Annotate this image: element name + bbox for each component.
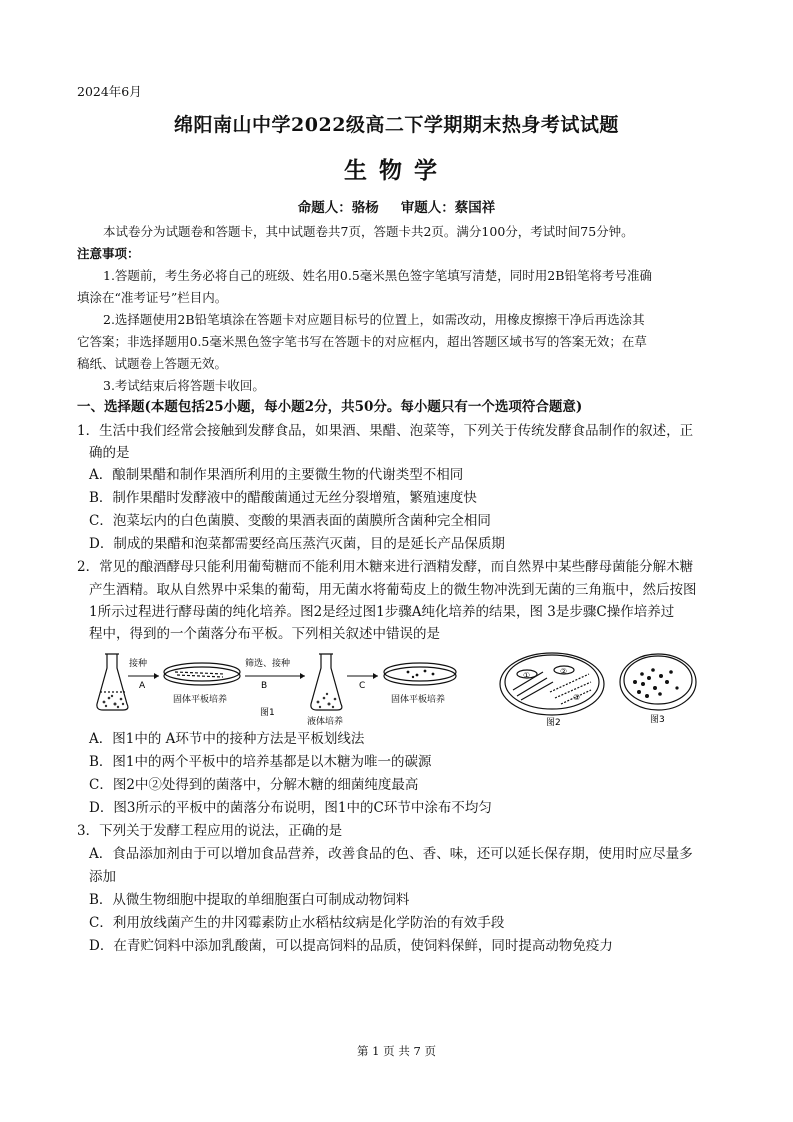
q1-stem-a: 1．生活中我们经常会接触到发酵食品，如果酒、果醋、泡菜等，下列关于传统发酵食品制作的叙述，正 <box>77 423 694 439</box>
authors-line <box>0 196 793 216</box>
exam-title: 绵阳南山中学2022级高二下学期期末热身考试试题 <box>174 114 619 136</box>
notes-heading: 注意事项： <box>77 246 140 261</box>
flask-1-contents <box>103 695 125 708</box>
note-1a: 1.答题前，考生务必将自己的班级、姓名用0.5毫米黑色签字笔填写清楚，同时用2B铅笔将考号准确 <box>103 268 652 283</box>
q3-option-b: B．从微生物细胞中提取的单细胞蛋白可制成动物饲料 <box>89 892 410 908</box>
figure-2-plate-icon <box>500 653 604 715</box>
plate-2-colonies <box>407 670 435 679</box>
section-heading: 一、选择题(本题包括25小题，每小题2分，共50分。每小题只有一个选项符合题意) <box>77 399 583 415</box>
figure-2-region-3: ③ <box>573 693 581 702</box>
reviewer: 审题人：蔡国祥 <box>400 200 496 216</box>
subject-title: 生物学 <box>344 157 449 184</box>
q2-stem-a: 2．常见的酿酒酵母只能利用葡萄糖而不能利用木糖来进行酒精发酵，而自然界中某些酵母菌能分解木糖 <box>77 559 694 575</box>
arrow-c-head <box>373 673 378 679</box>
intro-text: 本试卷分为试题卷和答题卡，其中试题卷共7页，答题卡共2页。满分100分，考试时间75分钟。 <box>103 224 634 239</box>
page-footer: 第 1 页 共 7 页 <box>357 1044 436 1058</box>
step-a-label: A <box>139 681 146 691</box>
figure-3-caption: 图3 <box>650 715 665 725</box>
flask-2-label: 液体培养 <box>307 717 344 727</box>
q2-stem-d: 程中，得到的一个菌落分布平板。下列相关叙述中错误的是 <box>89 626 440 642</box>
q1-option-b: B．制作果醋时发酵液中的醋酸菌通过无丝分裂增殖，繁殖速度快 <box>89 490 477 506</box>
setter: 命题人：骆杨 <box>297 200 379 216</box>
exam-date: 2024年6月 <box>77 84 142 99</box>
flask-2-contents <box>317 693 337 708</box>
q3-stem: 3．下列关于发酵工程应用的说法，正确的是 <box>77 823 343 839</box>
plate-2-label: 固体平板培养 <box>391 695 446 705</box>
q2-option-a: A．图1中的 A环节中的接种方法是平板划线法 <box>89 731 365 747</box>
flask-2-icon <box>311 654 342 710</box>
step-b-label: B <box>261 681 268 691</box>
step-a-top-label: 接种 <box>129 659 148 669</box>
arrow-a-head <box>154 673 159 679</box>
plate-1-icon <box>164 663 240 685</box>
q1-option-a: A．酿制果醋和制作果酒所利用的主要微生物的代谢类型不相同 <box>89 467 464 483</box>
q2-stem-b: 产生酒精。取从自然界中采集的葡萄，用无菌水将葡萄皮上的微生物冲洗到无菌的三角瓶中，然后按图 <box>89 582 697 598</box>
figure-2-region-1: ① <box>523 671 531 680</box>
q2-stem-c: 1所示过程进行酵母菌的纯化培养。图2是经过图1步骤A纯化培养的结果，图 3是步骤C操作培养过 <box>89 604 675 620</box>
flask-1-icon <box>97 654 128 710</box>
step-b-top-label: 筛选、接种 <box>245 659 291 669</box>
q3-option-c: C．利用放线菌产生的井冈霉素防止水稻枯纹病是化学防治的有效手段 <box>89 915 505 931</box>
note-1b: 填涂在“准考证号”栏目内。 <box>77 290 228 305</box>
step-c-label: C <box>359 681 366 691</box>
note-2a: 2.选择题使用2B铅笔填涂在答题卡对应题目标号的位置上，如需改动，用橡皮擦擦干净后再选涂其 <box>103 312 645 327</box>
q3-option-a-line1: A．食品添加剂由于可以增加食品营养，改善食品的色、香、味，还可以延长保存期，使用时应尽量多 <box>89 846 693 862</box>
q3-option-d: D．在青贮饲料中添加乳酸菌，可以提高饲料的品质，使饲料保鲜，同时提高动物免疫力 <box>89 938 613 954</box>
q1-option-c: C．泡菜坛内的白色菌膜、变酸的果酒表面的菌膜所含菌种完全相同 <box>89 513 491 529</box>
note-3: 3.考试结束后将答题卡收回。 <box>103 378 265 393</box>
figure-2-region-2: ② <box>560 667 568 676</box>
q2-option-c: C．图2中②处得到的菌落中，分解木糖的细菌纯度最高 <box>89 777 419 793</box>
q2-option-b: B．图1中的两个平板中的培养基都是以木糖为唯一的碳源 <box>89 754 432 770</box>
q2-option-d: D．图3所示的平板中的菌落分布说明，图1中的C环节中涂布不均匀 <box>89 800 492 816</box>
note-2b: 它答案；非选择题用0.5毫米黑色签字笔书写在答题卡的对应框内，超出答题区域书写的答案无效；在草 <box>77 334 647 349</box>
q3-option-a-line2: 添加 <box>89 869 116 885</box>
arrow-b-head <box>300 673 305 679</box>
q2-figure <box>95 652 715 728</box>
figure-1-caption: 图1 <box>260 708 275 718</box>
plate-2-icon <box>384 663 456 685</box>
q1-stem-b: 确的是 <box>89 445 130 461</box>
figure-2-caption: 图2 <box>546 718 561 728</box>
plate-1-label: 固体平板培养 <box>173 695 228 705</box>
note-2c: 稿纸、试题卷上答题无效。 <box>77 356 228 371</box>
figure-3-plate-icon <box>620 654 696 710</box>
figure-3-colonies <box>633 668 679 698</box>
q1-option-d: D．制成的果醋和泡菜都需要经高压蒸汽灭菌，目的是延长产品保质期 <box>89 536 505 552</box>
